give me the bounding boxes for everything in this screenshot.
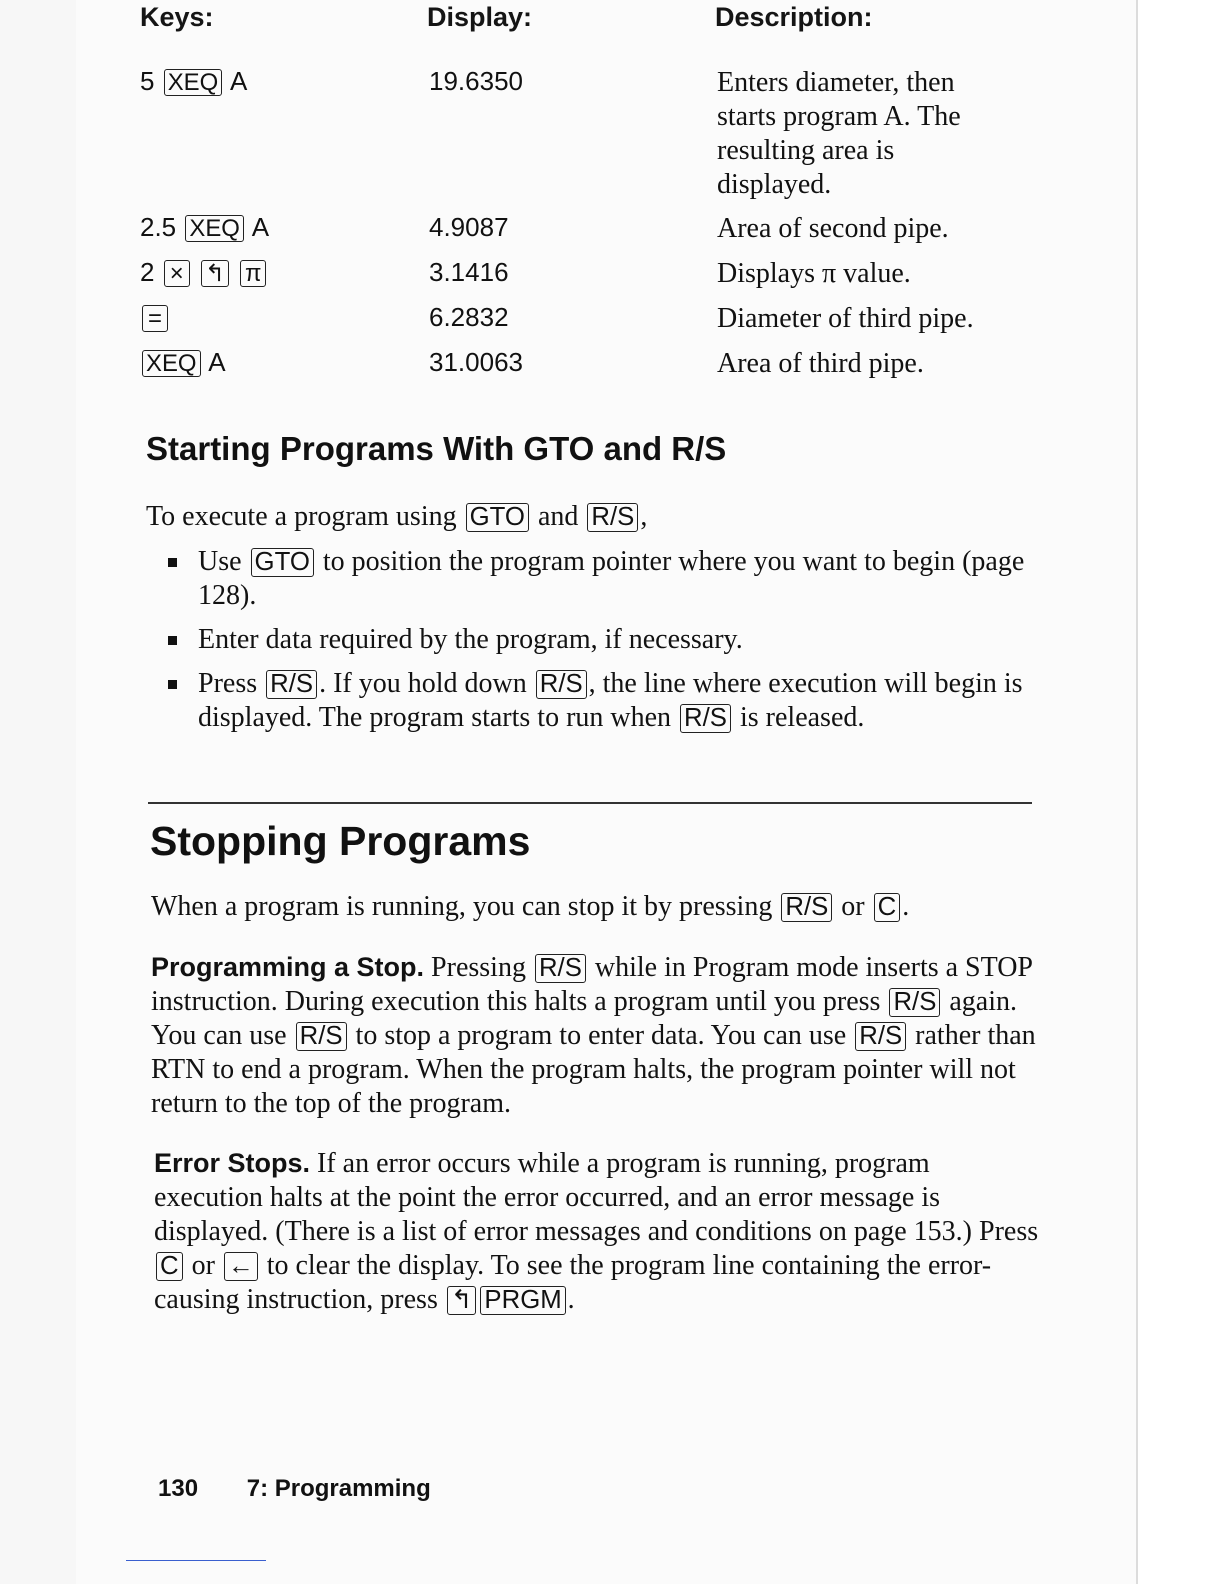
runin-heading: Programming a Stop.: [151, 952, 425, 982]
prgm-key: PRGM: [480, 1286, 565, 1315]
keys-cell: [140, 257, 268, 288]
header-description: Description:: [715, 2, 873, 32]
rs-key: R/S: [855, 1022, 906, 1051]
header-display: Display:: [427, 2, 533, 32]
list-item: [168, 545, 1028, 613]
xeq-key: XEQ: [164, 69, 223, 96]
section-divider: [148, 802, 1032, 804]
c-key: C: [156, 1252, 183, 1281]
bullet-icon: [168, 558, 177, 567]
pi-key: π: [240, 260, 266, 287]
description-text: Displays π value.: [717, 258, 911, 289]
bullet-icon: [168, 636, 177, 645]
c-key: C: [874, 893, 901, 922]
rs-key: R/S: [781, 893, 832, 922]
intro-text: To execute a program using: [146, 501, 457, 532]
page-number: 130: [158, 1475, 199, 1502]
keys-number: 2: [140, 257, 155, 287]
paragraph-text: Pressing: [431, 952, 526, 983]
rs-key: R/S: [536, 670, 587, 699]
paragraph-text: to stop a program to enter data. You can use: [355, 1020, 847, 1051]
equals-key: =: [142, 305, 168, 332]
keys-number: 5: [140, 66, 155, 96]
rs-key: R/S: [266, 670, 317, 699]
keys-label: A: [251, 212, 270, 242]
stopping-intro: [151, 890, 1031, 924]
page-footer: [158, 1475, 473, 1503]
keys-cell: [140, 302, 170, 333]
multiply-key: ×: [164, 260, 190, 287]
step-text: Press: [198, 668, 258, 699]
paragraph-text: .: [567, 1284, 575, 1315]
programming-stop-paragraph: [151, 950, 1036, 1121]
intro-text: ,: [640, 501, 648, 532]
display-value: 4.9087: [429, 212, 509, 242]
keys-cell: [140, 212, 269, 243]
gto-key: GTO: [466, 503, 529, 532]
step-text: to position the program pointer where you want to begin (page 128).: [198, 546, 1025, 611]
keys-number: 2.5: [140, 212, 177, 242]
paragraph-text: or: [191, 1250, 215, 1281]
display-value: 31.0063: [429, 347, 523, 377]
rs-key: R/S: [680, 704, 731, 733]
rs-key: R/S: [587, 503, 638, 532]
description-text: Area of second pipe.: [717, 213, 949, 244]
intro-text: .: [902, 891, 910, 922]
keys-label: A: [208, 347, 226, 377]
xeq-key: XEQ: [142, 350, 201, 377]
stopping-section-title: Stopping Programs: [150, 818, 531, 864]
gto-steps-list: [168, 545, 1028, 745]
paragraph-text: If an error occurs while a program is running, program execution halts at the point the error occurred, and an error message is displayed. (There is a list of error messages and conditions on page 153.) Press: [154, 1148, 1039, 1247]
list-item: [168, 667, 1028, 735]
gto-section-title: Starting Programs With GTO and R/S: [146, 430, 727, 467]
step-text: Enter data required by the program, if necessary.: [198, 624, 743, 655]
step-text: is released.: [739, 702, 865, 733]
keys-cell: [140, 347, 226, 378]
error-stops-paragraph: [154, 1146, 1042, 1317]
page-edge: [0, 0, 76, 1584]
step-text: , the line where execution will begin is displayed. The program starts to run when: [198, 668, 1023, 733]
rs-key: R/S: [889, 988, 940, 1017]
intro-text: or: [841, 891, 865, 922]
paragraph-text: to clear the display. To see the program line containing the error-causing instruction, press: [154, 1250, 992, 1315]
description-text: Diameter of third pipe.: [717, 303, 974, 334]
display-value: 6.2832: [429, 302, 509, 332]
rs-key: R/S: [296, 1022, 347, 1051]
description-text: Area of third pipe.: [717, 348, 924, 379]
keys-label: A: [230, 66, 248, 96]
xeq-key: XEQ: [185, 215, 244, 242]
backspace-key: ←: [224, 1252, 258, 1281]
list-item: [168, 623, 1028, 657]
step-text: Use: [198, 546, 242, 577]
paragraph-text: while in Program mode inserts a STOP instruction. During execution this halts a program until you press: [151, 952, 1032, 1017]
shift-left-key: ↰: [447, 1286, 477, 1315]
paragraph-text: again. You can use: [151, 986, 1018, 1051]
manual-page: [76, 0, 1138, 1584]
description-text: Enters diameter, then starts program A. The resulting area is displayed.: [717, 67, 961, 200]
step-text: . If you hold down: [319, 668, 527, 699]
bullet-icon: [168, 680, 177, 689]
gto-key: GTO: [251, 548, 314, 577]
keys-cell: [140, 66, 247, 97]
display-value: 3.1416: [429, 257, 509, 287]
scan-artifact-line: [126, 1560, 266, 1561]
intro-text: and: [537, 501, 579, 532]
shift-left-key: ↰: [201, 260, 229, 287]
paragraph-text: rather than RTN to end a program. When the program halts, the program pointer will not return to the top of the program.: [151, 1020, 1036, 1119]
header-keys: Keys:: [140, 2, 214, 32]
chapter-title: 7: Programming: [246, 1475, 431, 1502]
intro-text: When a program is running, you can stop it by pressing: [151, 891, 773, 922]
runin-heading: Error Stops.: [154, 1148, 311, 1178]
display-value: 19.6350: [429, 66, 523, 96]
gto-intro: [146, 500, 1026, 534]
rs-key: R/S: [535, 954, 586, 983]
